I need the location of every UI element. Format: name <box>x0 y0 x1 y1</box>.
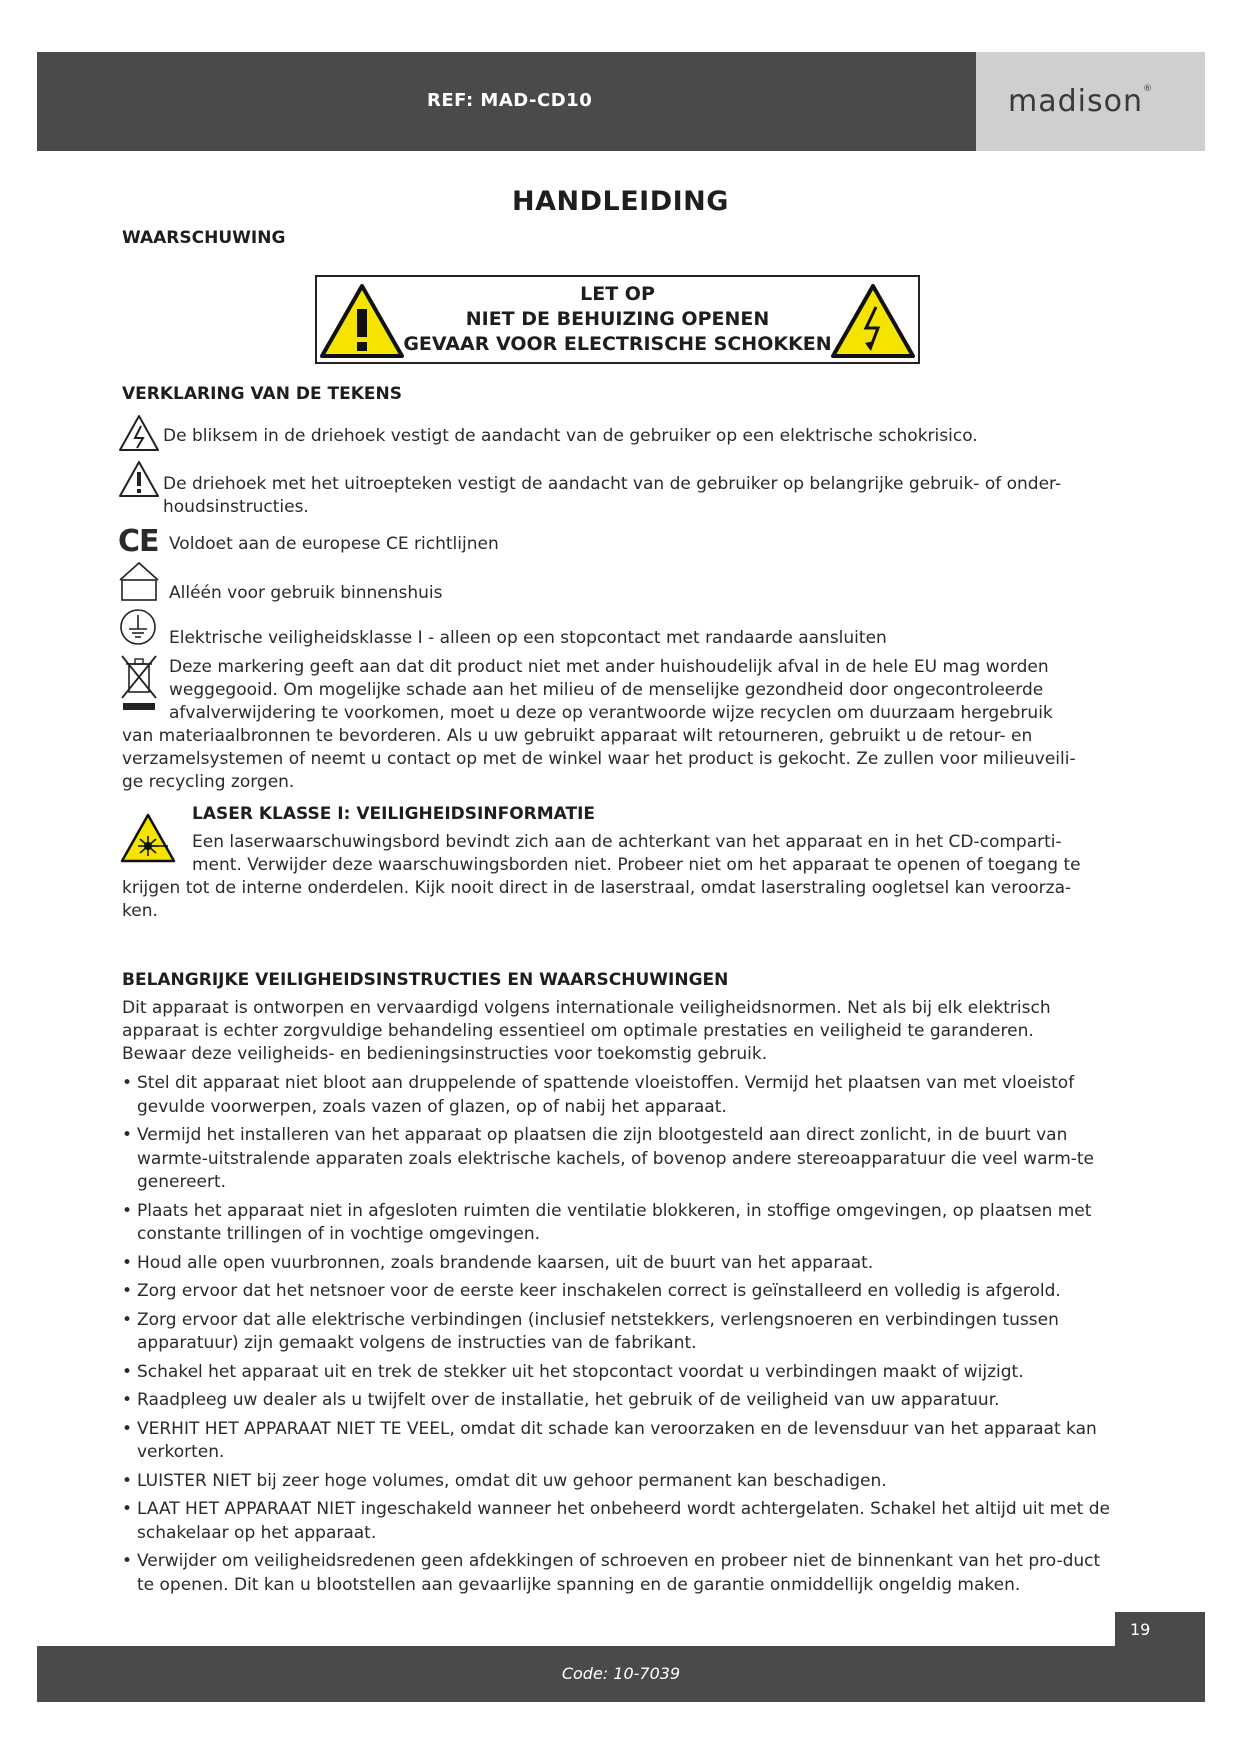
ce-mark-icon: CE <box>118 524 159 559</box>
list-item: • LAAT HET APPARAAT NIET ingeschakeld wanneer het onbeheerd wordt achtergelaten. Schakel het altijd uit met de schakelaar op het apparaat. <box>122 1498 1122 1545</box>
lightning-warning-icon <box>830 283 916 359</box>
exclamation-description-1: De driehoek met het uitroepteken vestigt de aandacht van de gebruiker op belangrijke gebruik- of onder- <box>163 474 1062 494</box>
ce-description: Voldoet aan de europese CE richtlijnen <box>169 534 499 554</box>
weee-description-4: van materiaalbronnen te bevorderen. Als u uw gebruikt apparaat wilt retourneren, gebruikt u de retour- en <box>122 726 1033 746</box>
warning-heading: WAARSCHUWING <box>122 228 286 248</box>
laser-text-2: ment. Verwijder deze waarschuwingsborden niet. Probeer niet om het apparaat te openen of toegang te <box>192 855 1081 875</box>
laser-warning-icon <box>120 813 176 863</box>
footer-code: Code: 10-7039 <box>37 1646 1205 1702</box>
page-header <box>37 52 1205 151</box>
list-item: • Zorg ervoor dat het netsnoer voor de eerste keer inschakelen correct is geïnstalleerd en volledig is afgerold. <box>122 1280 1122 1304</box>
list-item: • Raadpleeg uw dealer als u twijfelt over de installatie, het gebruik of de veiligheid van uw apparatuur. <box>122 1389 1122 1413</box>
house-icon <box>118 560 160 602</box>
list-item: • Houd alle open vuurbronnen, zoals brandende kaarsen, uit de buurt van het apparaat. <box>122 1252 1122 1276</box>
laser-text-1: Een laserwaarschuwingsbord bevindt zich aan de achterkant van het apparaat en in het CD-comparti- <box>192 832 1062 852</box>
page-title: HANDLEIDING <box>512 186 729 217</box>
page-number: 19 <box>1115 1612 1205 1646</box>
list-item: • Vermijd het installeren van het apparaat op plaatsen die zijn blootgesteld aan direct zonlicht, in de buurt van warmte-uitstralende apparaten zoals elektrische kachels, of bovenop andere stereoapparatuur die veel warm-te genereert. <box>122 1124 1122 1195</box>
exclamation-triangle-icon <box>118 460 160 498</box>
weee-description-2: weggegooid. Om mogelijke schade aan het milieu of de menselijke gezondheid door ongecontroleerde <box>169 680 1044 700</box>
caution-text: LET OP NIET DE BEHUIZING OPENEN GEVAAR VOOR ELECTRISCHE SCHOKKEN <box>403 283 832 355</box>
indoor-description: Alléén voor gebruik binnenshuis <box>169 583 443 603</box>
weee-description-1: Deze markering geeft aan dat dit product niet met ander huishoudelijk afval in de hele EU mag worden <box>169 657 1049 677</box>
weee-description-6: ge recycling zorgen. <box>122 772 295 792</box>
laser-heading: LASER KLASSE I: VEILIGHEIDSINFORMATIE <box>192 804 596 824</box>
list-item: • Plaats het apparaat niet in afgesloten ruimten die ventilatie blokkeren, in stoffige omgevingen, op plaatsen met constante trillingen of in vochtige omgevingen. <box>122 1200 1122 1247</box>
list-item: • LUISTER NIET bij zeer hoge volumes, omdat dit uw gehoor permanent kan beschadigen. <box>122 1470 1122 1494</box>
lightning-triangle-icon <box>118 414 160 452</box>
safety-intro-1: Dit apparaat is ontworpen en vervaardigd volgens internationale veiligheidsnormen. Net als bij elk elektrisch <box>122 998 1051 1018</box>
list-item: • VERHIT HET APPARAAT NIET TE VEEL, omdat dit schade kan veroorzaken en de levensduur van het apparaat kan verkorten. <box>122 1418 1122 1465</box>
list-item: • Zorg ervoor dat alle elektrische verbindingen (inclusief netstekkers, verlengsnoeren en verbindingen tussen apparatuur) zijn gemaakt volgens de instructies van de fabrikant. <box>122 1309 1122 1356</box>
class-1-earth-icon <box>118 607 158 647</box>
safety-instructions-list <box>122 1072 1122 1602</box>
laser-text-4: ken. <box>122 901 158 921</box>
brand-logo: madison® <box>1008 84 1153 119</box>
safety-intro-3: Bewaar deze veiligheids- en bedieningsinstructies voor toekomstig gebruik. <box>122 1044 768 1064</box>
weee-bin-icon <box>118 652 162 712</box>
list-item: • Schakel het apparaat uit en trek de stekker uit het stopcontact voordat u verbindingen maakt of wijzigt. <box>122 1361 1122 1385</box>
exclamation-description-2: houdsinstructies. <box>163 497 309 517</box>
list-item: • Stel dit apparaat niet bloot aan druppelende of spattende vloeistoffen. Vermijd het plaatsen van met vloeistof gevulde voorwerpen, zoals vazen of glazen, op of nabij het apparaat. <box>122 1072 1122 1119</box>
weee-description-3: afvalverwijdering te voorkomen, moet u deze op verantwoorde wijze recyclen om duurzaam hergebruik <box>169 703 1053 723</box>
lightning-description: De bliksem in de driehoek vestigt de aandacht van de gebruiker op een elektrische schokrisico. <box>163 426 978 446</box>
laser-text-3: krijgen tot de interne onderdelen. Kijk nooit direct in de laserstraal, omdat laserstraling oogletsel kan veroorza- <box>122 878 1072 898</box>
logo-box <box>976 52 1205 151</box>
caution-box <box>315 275 920 364</box>
reference-code: REF: MAD-CD10 <box>427 90 593 111</box>
safety-intro-2: apparaat is echter zorgvuldige behandeling essentieel om optimale prestaties en veiligheid te garanderen. <box>122 1021 1034 1041</box>
safety-heading: BELANGRIJKE VEILIGHEIDSINSTRUCTIES EN WAARSCHUWINGEN <box>122 970 729 990</box>
class-1-description: Elektrische veiligheidsklasse I - alleen op een stopcontact met randaarde aansluiten <box>169 628 887 648</box>
list-item: • Verwijder om veiligheidsredenen geen afdekkingen of schroeven en probeer niet de binnenkant van het pro-duct te openen. Dit kan u blootstellen aan gevaarlijke spanning en de garantie onmiddellijk ongeldig maken. <box>122 1550 1122 1597</box>
exclamation-warning-icon <box>319 283 405 359</box>
weee-description-5: verzamelsystemen of neemt u contact op met de winkel waar het product is gekocht. Ze zullen voor milieuveili- <box>122 749 1076 769</box>
symbols-heading: VERKLARING VAN DE TEKENS <box>122 384 402 404</box>
